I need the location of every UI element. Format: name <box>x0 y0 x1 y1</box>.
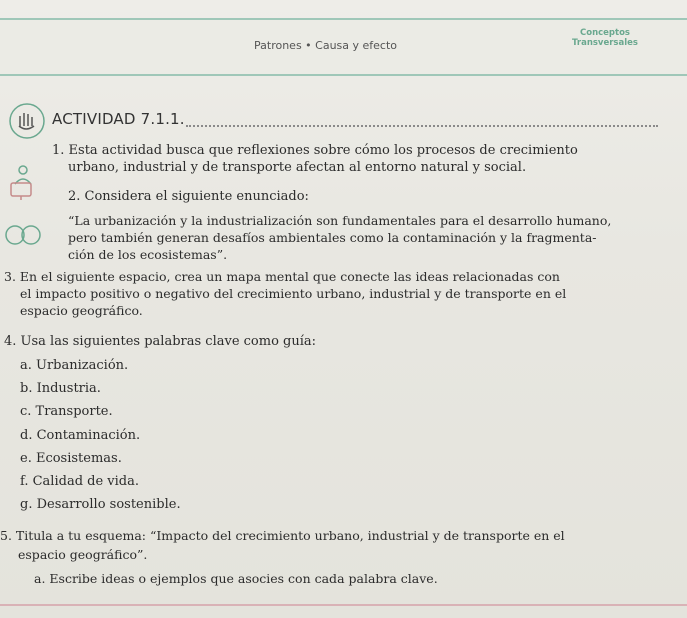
page-header <box>0 18 687 76</box>
title-divider <box>186 125 658 127</box>
bottom-border <box>0 604 687 606</box>
hand-icon <box>8 102 46 140</box>
quote-line-1: “La urbanización y la industrialización son fundamentales para el desarrollo humano, <box>68 213 612 228</box>
concepts-tag-line2: Transversales <box>572 38 638 48</box>
header-title: Patrones • Causa y efecto <box>254 39 398 52</box>
concepts-tag-line1: Conceptos <box>580 28 630 38</box>
keyword-calidad-de-vida: f. Calidad de vida. <box>20 474 140 489</box>
item-3-line-2: el impacto positivo o negativo del crecimiento urbano, industrial y de transporte en el <box>20 286 567 301</box>
activity-title: ACTIVIDAD 7.1.1. <box>52 110 185 128</box>
keyword-transporte: c. Transporte. <box>20 404 113 419</box>
keyword-ecosistemas: e. Ecosistemas. <box>20 451 122 466</box>
concepts-tag <box>565 28 645 48</box>
item-2: 2. Considera el siguiente enunciado: <box>68 189 309 204</box>
item-5a: a. Escribe ideas o ejemplos que asocies con cada palabra clave. <box>34 571 438 586</box>
item-3-line-1: 3. En el siguiente espacio, crea un mapa mental que conecte las ideas relacionadas con <box>4 269 560 284</box>
monitor-icon <box>8 180 34 202</box>
item-3-line-3: espacio geográfico. <box>20 303 143 318</box>
item-5-line-2: espacio geográfico”. <box>18 547 148 562</box>
item-5-line-1: 5. Titula a tu esquema: “Impacto del crecimiento urbano, industrial y de transporte en el <box>0 528 565 543</box>
keyword-contaminacion: d. Contaminación. <box>20 428 141 443</box>
item-1-line-2: urbano, industrial y de transporte afectan al entorno natural y social. <box>68 160 527 175</box>
item-1-line-1: 1. Esta actividad busca que reflexiones sobre cómo los procesos de crecimiento <box>52 143 578 158</box>
quote-line-3: ción de los ecosistemas”. <box>68 247 228 262</box>
keyword-desarrollo-sostenible: g. Desarrollo sostenible. <box>20 497 181 512</box>
quote-line-2: pero también generan desafíos ambientales como la contaminación y la fragmenta- <box>68 230 597 245</box>
keyword-industria: b. Industria. <box>20 381 101 396</box>
group-icon <box>4 220 44 250</box>
keyword-urbanizacion: a. Urbanización. <box>20 358 129 373</box>
item-4: 4. Usa las siguientes palabras clave como guía: <box>4 334 317 349</box>
